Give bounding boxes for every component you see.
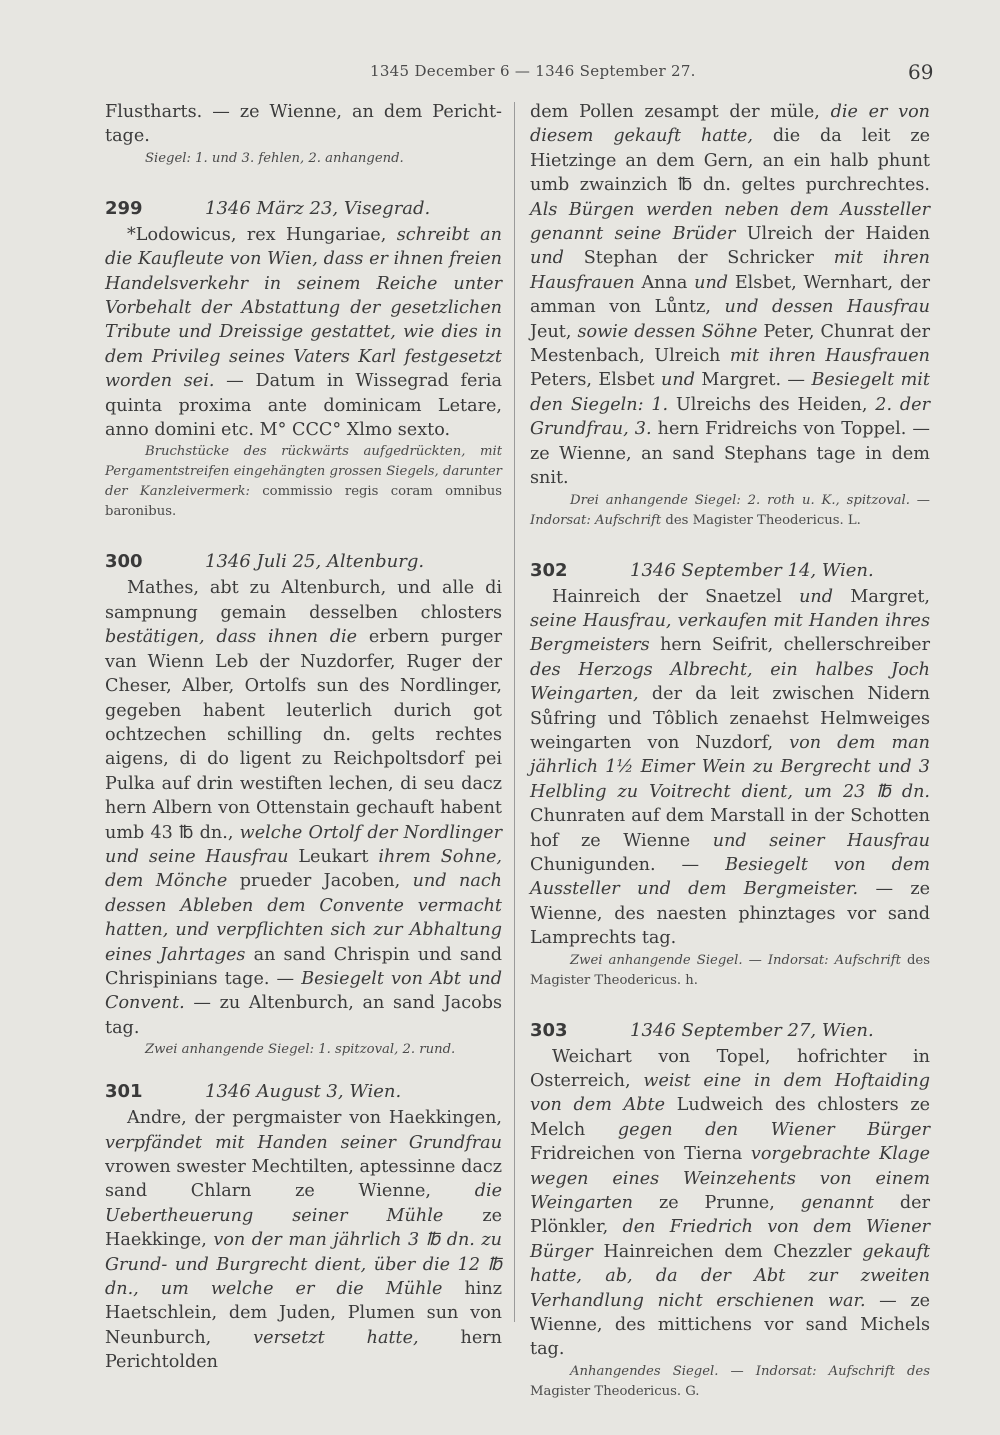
column-divider bbox=[514, 102, 515, 1322]
entry-299-heading bbox=[105, 197, 502, 223]
entry-300-note: Zwei anhangende Siegel: 1. spitzoval, 2. rund. bbox=[145, 1042, 456, 1058]
entry-299-body: *Lodowicus, rex Hungariae, schreibt an die Kaufleute von Wien, dass er ihnen freien Handelsverkehr in seinem Reiche unter Vorbehalt der Abstattung der gesetzlichen Tribute und Dreissige gestattet, wie dies in dem Privileg seines Vaters Karl festgesetzt worden sei. — Datum in Wissegrad feria quinta proxima ante dominicam Letare, anno domini etc. M° CCC° Xlmo sexto. bbox=[105, 224, 502, 441]
entry-number: 300 bbox=[105, 551, 143, 573]
entry-303-heading bbox=[530, 1019, 930, 1045]
entry-300-body: Mathes, abt zu Altenburch, und alle di sampnung gemain desselben chlosters bestätigen, dass ihnen die erbern purger van Wienn Leb der Nuzdorfer, Ruger der Cheser, Alber, Ortolfs sun des Nordlinger, gegeben habent leuterlich durich got ochtzechen schilling dn. gelts rechtes aigens, di do ligent zu Reichpoltsdorf pei Pulka auf drin westiften lechen, di seu dacz hern Albern von Ottenstain gechauft habent umb 43 ℔ dn., welche Ortolf der Nordlinger und seine Hausfrau Leukart ihrem Sohne, dem Mönche prueder Jacoben, und nach dessen Ableben dem Convente vermacht hatten, und verpflichten sich zur Abhaltung eines Jahrtages an sand Chrispin und sand Chrispinians tage. — Besiegelt von Abt und Convent. — zu Altenburch, an sand Jacobs tag. bbox=[105, 578, 503, 1038]
entry-301-body: Andre, der pergmaister von Haekkingen, verpfändet mit Handen seiner Grundfrau vrowen swester Mechtilten, aptessinne dacz sand Chlarn ze Wienne, die Uebertheuerung seiner Mühle ze Haekkinge, von der man jährlich 3 ℔ dn. zu Grund- und Burgrecht dient, über die 12 ℔ dn., um welche er die Mühle hinz Haetschlein, dem Juden, Plumen sun von Neunburch, versetzt hatte, hern Perichtolden bbox=[105, 1108, 503, 1373]
page-number: 69 bbox=[908, 60, 934, 84]
entry-303-note: Anhangendes Siegel. — Indorsat: Aufschrift des Magister Theodericus. G. bbox=[530, 1363, 930, 1399]
entry-302-heading bbox=[530, 559, 930, 585]
page-header bbox=[0, 62, 1000, 92]
running-head: 1345 December 6 — 1346 September 27. bbox=[370, 62, 696, 80]
entry-date: 1346 September 27, Wien. bbox=[630, 1019, 874, 1041]
entry-301-heading bbox=[105, 1080, 502, 1106]
entry-303-body: Weichart von Topel, hofrichter in Osterreich, weist eine in dem Hoftaiding von dem Abte Ludweich des chlosters ze Melch gegen den Wiener Bürger Fridreichen von Tierna vorgebrachte Klage wegen eines Weinzehents von einem Weingarten ze Prunne, genannt der Plönkler, den Friedrich von dem Wiener Bürger Hainreichen dem Chezzler gekauft hatte, ab, da der Abt zur zweiten Verhandlung nicht erschienen war. — ze Wienne, des mittichens vor sand Michels tag. bbox=[530, 1046, 931, 1360]
seal-note: Siegel: 1. und 3. fehlen, 2. anhangend. bbox=[145, 150, 404, 166]
entry-date: 1346 August 3, Wien. bbox=[205, 1081, 402, 1103]
entry-number: 299 bbox=[105, 197, 143, 219]
right-column bbox=[530, 100, 930, 1402]
continuation-text: Flustharts. — ze Wienne, an dem Perichttage. bbox=[105, 102, 502, 147]
entry-299-note: Bruchstücke des rückwärts aufgedrückten, mit Pergamentstreifen eingehängten grossen Siegels, darunter der Kanzleivermerk: commissio regis coram omnibus baronibus. bbox=[105, 444, 502, 520]
entry-302-body: Hainreich der Snaetzel und Margret, seine Hausfrau, verkaufen mit Handen ihres Bergmeisters hern Seifrit, chellerschreiber des Herzogs Albrecht, ein halbes Joch Weingarten, der da leit zwischen Nidern Sůfring und Tôblich zenaehst Helmweiges weingarten von Nuzdorf, von dem man jährlich 1½ Eimer Wein zu Bergrecht und 3 Helbling zu Voitrecht dient, um 23 ℔ dn. Chunraten auf dem Marstall in der Schotten hof ze Wienne und seiner Hausfrau Chunigunden. — Besiegelt von dem Aussteller und dem Bergmeister. — ze Wienne, des naesten phinztages vor sand Lamprechts tag. bbox=[530, 586, 931, 949]
entry-number: 301 bbox=[105, 1081, 143, 1103]
entry-number: 302 bbox=[530, 559, 568, 581]
entry-302-note: Zwei anhangende Siegel. — Indorsat: Aufschrift des Magister Theodericus. h. bbox=[530, 952, 930, 988]
entry-date: 1346 März 23, Visegrad. bbox=[205, 197, 431, 219]
entry-date: 1346 September 14, Wien. bbox=[630, 559, 874, 581]
entry-number: 303 bbox=[530, 1019, 568, 1041]
entry-300-heading bbox=[105, 550, 502, 576]
left-column bbox=[105, 100, 502, 1375]
entry-301-note: Drei anhangende Siegel: 2. roth u. K., spitzoval. — Indorsat: Aufschrift des Magister Theodericus. L. bbox=[530, 492, 930, 528]
entry-301-continuation: dem Pollen zesampt der müle, die er von diesem gekauft hatte, die da leit ze Hietzinge an dem Gern, an ein halb phunt umb zwainzich ℔ dn. geltes purchrechtes. Als Bürgen werden neben dem Aussteller genannt seine Brüder Ulreich der Haiden und Stephan der Schricker mit ihren Hausfrauen Anna und Elsbet, Wernhart, der amman von Lůntz, und dessen Hausfrau Jeut, sowie dessen Söhne Peter, Chunrat der Mestenbach, Ulreich mit ihren Hausfrauen Peters, Elsbet und Margret. — Besiegelt mit den Siegeln: 1. Ulreichs des Heiden, 2. der Grundfrau, 3. hern Fridreichs von Toppel. — ze Wienne, an sand Stephans tage in dem snit. bbox=[530, 102, 931, 489]
entry-date: 1346 Juli 25, Altenburg. bbox=[205, 551, 425, 573]
